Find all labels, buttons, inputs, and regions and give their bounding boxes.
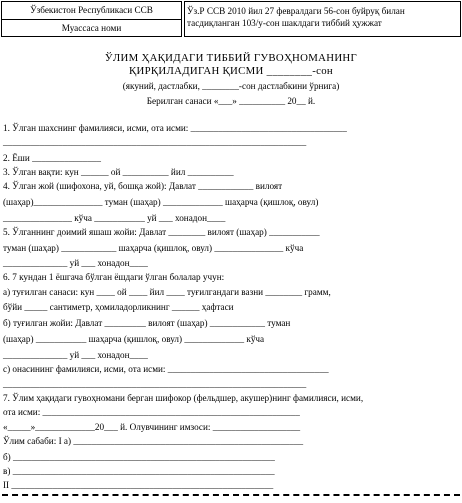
cut-line: [2, 494, 460, 496]
birth-place-line: б) туғилган жойи: Давлат _________ вилоят (шаҳар) ____________ туман: [3, 318, 291, 328]
order-reference-line1: Ўз.Р ССВ 2010 йил 27 февралдаги 56-сон буйруқ билан: [187, 6, 405, 16]
place-of-death-line: 4. Ўлган жой (шифохона, уй, бошқа жой): Давлат ____________ вилоят: [3, 181, 283, 191]
cause-ii-line: II _________________________________________________________: [3, 480, 274, 490]
birth-place-city-line: (шаҳар) ___________ шаҳарча (қишлоқ, овул) _____________ кўча: [3, 334, 265, 344]
place-of-death-city-line: (шаҳар)_______________ туман (шаҳар) _____________ шаҳарча (қишлоқ, овул): [3, 197, 319, 207]
document-subtitle: ҚИРҚИЛАДИГАН ҚИСМИ ________-сон: [129, 65, 333, 77]
header-left-box: [1, 1, 182, 37]
birth-place-house-line: ______________ уй ___ хонадон____: [3, 350, 148, 360]
residence-line: 5. Ўлганнинг доимий яшаш жойи: Давлат ________ вилоят (шаҳар) ___________: [3, 227, 320, 237]
issue-date-line: Берилган санаси «___» __________ 20__ й.: [146, 96, 316, 106]
residence-house-line: ______________ уй ___ хонадон____: [3, 258, 148, 268]
cause-c-line: в) _________________________________________________________: [3, 466, 275, 476]
recipient-signature-line: «_____»_____________20___ й. Олувчининг имзоси: ___________________: [3, 422, 301, 432]
place-of-death-street-line: _______________ кўча ___________ уй ___ хонадон____: [3, 213, 226, 223]
header-right-box: [184, 1, 461, 37]
birth-date-line: а) туғилган санаси: кун ____ ой ____ йил ____ туғилгандаги вазни ________ грамм,: [3, 287, 331, 297]
residence-district-line: туман (шаҳар) ____________ шаҳарча (қишлоқ, овул) _______________ кўча: [3, 243, 304, 253]
certificate-type-line: (якуний, дастлабки, ________-сон дастлабкини ўрнига): [122, 81, 340, 91]
document-title: ЎЛИМ ҲАҚИДАГИ ТИББИЙ ГУВОҲНОМАНИНГ: [104, 52, 358, 64]
deceased-name-line: 1. Ўлган шахснинг фамилияси, исми, ота исми: __________________________________: [3, 123, 347, 133]
height-pregnancy-line: бўйи _____ сантиметр, ҳомиладорликнинг ______ ҳафтаси: [3, 302, 234, 312]
cause-b-line: б) _________________________________________________________: [3, 452, 275, 462]
ministry-name: Ўзбекистон Республикаси ССВ: [30, 5, 153, 15]
age-line: 2. Ёши _______________: [3, 153, 101, 163]
mother-name-continuation: __________________________________________________________________: [3, 379, 307, 389]
order-reference-line2: тасдиқланган 103/у-сон шаклдаги тиббий ҳужжат: [187, 18, 382, 28]
deceased-name-continuation: __________________________________________________________________: [3, 137, 307, 147]
doctor-name-line: 7. Ўлим ҳақидаги гувоҳномани берган шифокор (фельдшер, акушер)нинг фамилияси, исми,: [3, 393, 364, 403]
mother-name-line: с) онасининг фамилияси, исми, ота исми: ___________________________________: [3, 364, 329, 374]
doctor-name-continuation: ота исми: ________________________________________________________: [3, 407, 300, 417]
time-of-death-line: 3. Ўлган вақти: кун ______ ой __________ йил __________: [3, 167, 234, 177]
infant-section-heading: 6. 7 кундан 1 ёшгача бўлган ёшдаги ўлган болалар учун:: [3, 272, 225, 282]
institution-name-label: Муассаса номи: [2, 19, 181, 37]
cause-of-death-line: Ўлим сабаби: I а) __________________________________________________: [3, 436, 304, 446]
